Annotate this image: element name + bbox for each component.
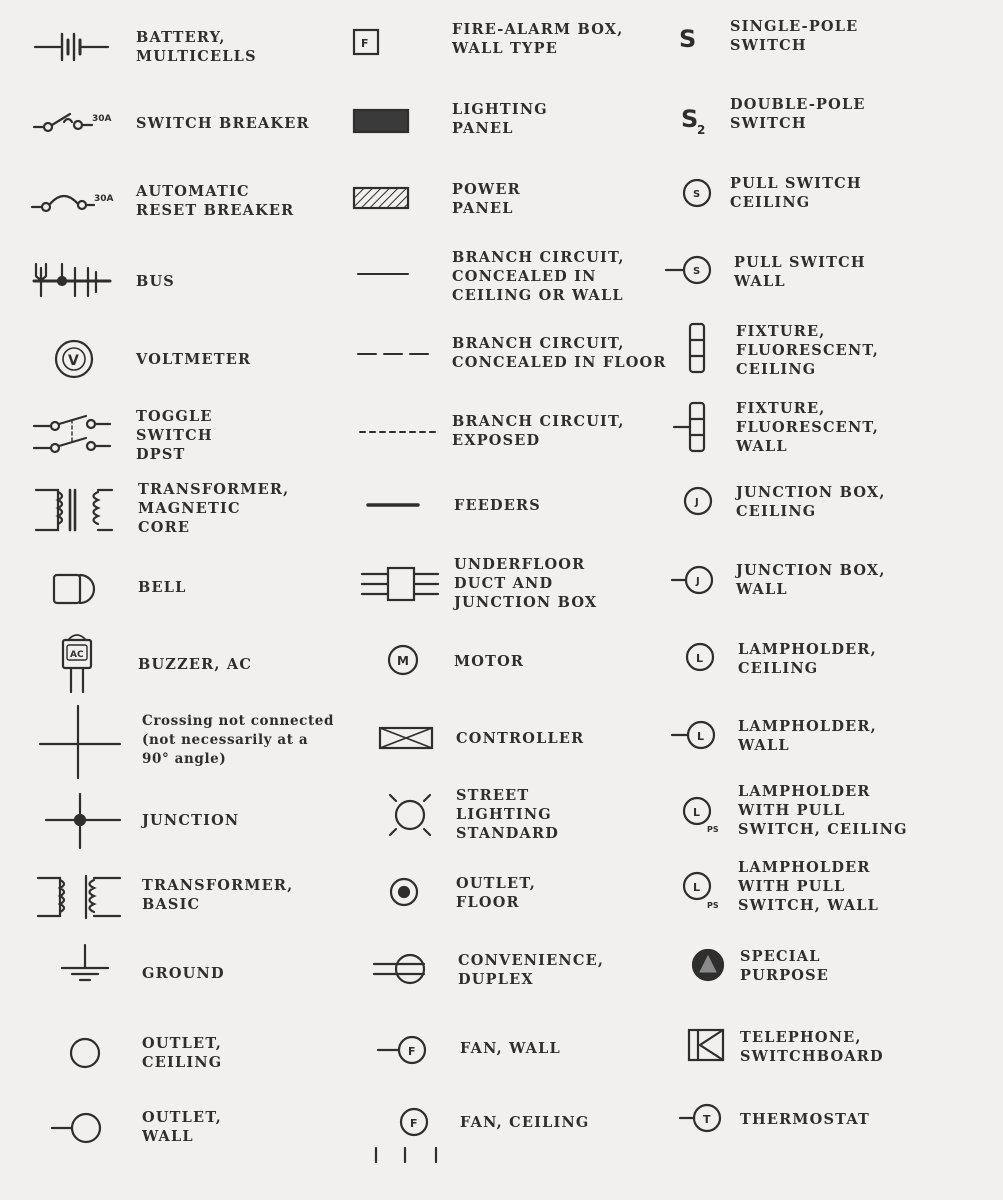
label-outlet-ceiling: OUTLET, CEILING	[142, 1035, 223, 1071]
special-purpose-symbol	[693, 950, 723, 980]
lamp-wall-letter: L	[697, 730, 705, 743]
junction-box-ceiling-symbol	[685, 488, 711, 514]
lampholder-wall-symbol	[672, 722, 714, 748]
label-branch-floor: BRANCH CIRCUIT, CONCEALED IN FLOOR	[452, 335, 667, 371]
outlet-ceiling-symbol	[71, 1039, 99, 1067]
bus-symbol	[34, 264, 110, 296]
pull-switch-ceiling-symbol	[684, 180, 710, 206]
fixture-fluor-ceiling-symbol	[690, 324, 704, 372]
outlet-floor-symbol	[391, 879, 417, 905]
label-fan-wall: FAN, WALL	[460, 1040, 561, 1057]
label-pull-switch-wall: PULL SWITCH WALL	[734, 254, 866, 290]
breaker-rating-text: 30A	[92, 114, 112, 124]
label-pull-switch-ceiling: PULL SWITCH CEILING	[730, 175, 862, 211]
label-battery: BATTERY, MULTICELLS	[136, 29, 257, 65]
fixture-fluor-wall-symbol	[674, 403, 704, 451]
label-ground: GROUND	[142, 965, 225, 982]
thermostat-symbol	[680, 1105, 720, 1131]
label-transformer-magnetic: TRANSFORMER, MAGNETIC CORE	[138, 481, 290, 536]
street-lighting-symbol	[390, 795, 430, 835]
label-fixture-fluor-ceiling: FIXTURE, FLUORESCENT, CEILING	[736, 323, 880, 378]
label-outlet-floor: OUTLET, FLOOR	[456, 875, 536, 911]
label-lampholder-ceiling: LAMPHOLDER, CEILING	[738, 641, 877, 677]
buzzer-symbol	[63, 635, 91, 692]
label-crossing: Crossing not connected (not necessarily at a 90° angle)	[142, 713, 335, 767]
label-motor: MOTOR	[454, 653, 525, 670]
single-pole-s: S	[679, 25, 697, 53]
lamp-ceiling-letter: L	[696, 652, 704, 665]
transformer-magnetic-symbol	[36, 490, 112, 530]
telephone-switchboard-symbol	[689, 1030, 723, 1060]
auto-reset-breaker-symbol	[32, 194, 114, 211]
label-thermostat: THERMOSTAT	[740, 1111, 870, 1128]
double-pole-s: S	[681, 105, 699, 133]
label-feeders: FEEDERS	[454, 497, 541, 514]
label-buzzer: BUZZER, AC	[138, 656, 253, 673]
label-convenience-duplex: CONVENIENCE, DUPLEX	[458, 952, 605, 988]
bell-symbol	[54, 575, 94, 603]
ground-symbol	[62, 945, 108, 980]
label-special-purpose: SPECIAL PURPOSE	[740, 948, 830, 984]
lamp-pull-ceiling-sub: PS	[707, 825, 719, 834]
lampholder-ceiling-symbol	[687, 644, 713, 670]
fan-ceiling-letter: F	[410, 1117, 418, 1130]
label-lampholder-wall: LAMPHOLDER, WALL	[738, 718, 877, 754]
auto-breaker-rating-text: 30A	[94, 194, 114, 204]
label-fixture-fluor-wall: FIXTURE, FLUORESCENT, WALL	[736, 400, 880, 455]
label-jbox-wall: JUNCTION BOX, WALL	[736, 562, 886, 598]
lampholder-pull-wall-symbol	[684, 873, 719, 910]
convenience-duplex-symbol	[374, 955, 424, 983]
pull-switch-wall-symbol	[666, 257, 710, 283]
fire-alarm-box-symbol	[354, 30, 378, 54]
lighting-panel-symbol	[354, 110, 408, 132]
single-pole-switch-symbol	[679, 25, 696, 53]
crossing-symbol	[40, 706, 120, 778]
label-toggle-switch: TOGGLE SWITCH DPST	[136, 408, 213, 463]
label-outlet-wall: OUTLET, WALL	[142, 1109, 222, 1145]
label-voltmeter: VOLTMETER	[136, 351, 252, 368]
label-lampholder-pull-wall: LAMPHOLDER WITH PULL SWITCH, WALL	[738, 859, 880, 914]
outlet-wall-symbol	[52, 1114, 100, 1142]
voltmeter-symbol	[56, 341, 92, 377]
label-jbox-ceiling: JUNCTION BOX, CEILING	[736, 484, 886, 520]
toggle-switch-dpst-symbol	[34, 416, 110, 452]
controller-symbol	[380, 728, 432, 748]
voltmeter-letter: V	[68, 353, 79, 369]
lampholder-pull-ceiling-symbol	[684, 798, 719, 834]
motor-symbol	[389, 646, 417, 674]
label-auto-reset-breaker: AUTOMATIC RESET BREAKER	[136, 183, 295, 219]
junction-box-wall-symbol	[672, 567, 712, 593]
jbox-ceiling-letter: J	[695, 497, 699, 508]
lamp-pull-wall-letter: L	[693, 881, 701, 894]
label-bell: BELL	[138, 579, 187, 596]
label-fire-alarm: FIRE-ALARM BOX, WALL TYPE	[452, 21, 624, 57]
label-double-pole: DOUBLE-POLE SWITCH	[730, 96, 866, 132]
underfloor-duct-symbol	[362, 568, 438, 600]
label-transformer-basic: TRANSFORMER, BASIC	[142, 877, 294, 913]
fan-wall-symbol	[378, 1037, 425, 1063]
fire-alarm-letter: F	[361, 37, 369, 50]
jbox-wall-letter: J	[696, 576, 700, 587]
fan-wall-letter: F	[408, 1045, 416, 1058]
label-street-lighting: STREET LIGHTING STANDARD	[456, 787, 560, 842]
label-telephone-switchboard: TELEPHONE, SWITCHBOARD	[740, 1029, 884, 1065]
battery-symbol	[35, 34, 108, 60]
label-branch-exposed: BRANCH CIRCUIT, EXPOSED	[452, 413, 625, 449]
motor-letter: M	[397, 654, 409, 668]
label-single-pole: SINGLE-POLE SWITCH	[730, 18, 859, 54]
fan-ceiling-symbol	[376, 1109, 436, 1162]
lamp-pull-ceiling-letter: L	[693, 806, 701, 819]
label-junction: JUNCTION	[142, 812, 240, 829]
label-controller: CONTROLLER	[456, 730, 585, 747]
label-branch-ceiling-wall: BRANCH CIRCUIT, CONCEALED IN CEILING OR WALL	[452, 249, 625, 304]
buzzer-ac-text: AC	[70, 650, 84, 660]
thermostat-letter: T	[703, 1113, 711, 1126]
junction-symbol	[46, 794, 120, 848]
double-pole-switch-symbol	[681, 105, 705, 137]
label-lighting-panel: LIGHTING PANEL	[452, 101, 548, 137]
pull-ceiling-letter: S	[693, 189, 701, 200]
label-switch-breaker: SWITCH BREAKER	[136, 115, 310, 132]
label-lampholder-pull-ceiling: LAMPHOLDER WITH PULL SWITCH, CEILING	[738, 783, 908, 838]
label-fan-ceiling: FAN, CEILING	[460, 1114, 590, 1131]
label-underfloor-duct: UNDERFLOOR DUCT AND JUNCTION BOX	[454, 556, 598, 611]
switch-breaker-symbol	[34, 114, 112, 131]
pull-wall-letter: S	[693, 266, 701, 277]
label-power-panel: POWER PANEL	[452, 181, 521, 217]
transformer-basic-symbol	[38, 876, 120, 918]
label-bus: BUS	[136, 273, 175, 290]
lamp-pull-wall-sub: PS	[707, 901, 719, 910]
power-panel-symbol	[354, 188, 408, 208]
double-pole-sub: 2	[697, 123, 706, 137]
